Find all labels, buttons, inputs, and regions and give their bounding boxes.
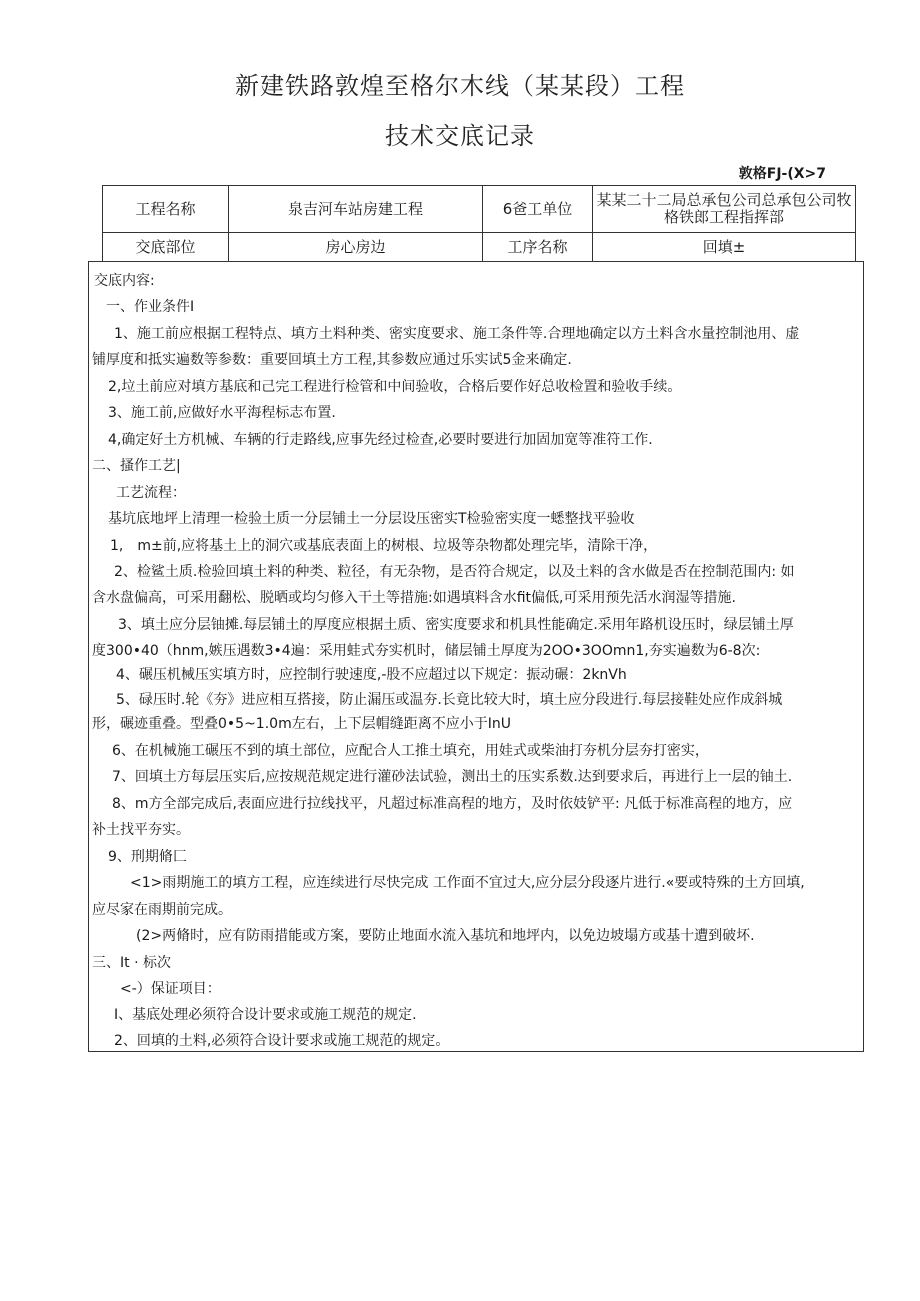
- content-line: 1、施工前应根据工程特点、填方土料种类、密实度要求、施工条件等.合理地确定以方土料含水量控制池用、虚: [114, 326, 800, 342]
- project-name-label: 工程名称: [103, 186, 229, 233]
- content-line: 9、刑期脩匚: [108, 849, 187, 865]
- content-line: 工艺流程：: [116, 485, 186, 501]
- content-line: 6、在机械施工碾压不到的填土部位，应配合人工推土填充，用娃式或柴油打夯机分层夯打密实，: [112, 743, 709, 759]
- header-table: [102, 185, 856, 262]
- handover-part-label: 交底部位: [103, 233, 229, 262]
- section-heading: 三、It · 标次: [92, 955, 171, 971]
- content-line: 2、回填的土料,必须符合设计要求或施工规范的规定。: [114, 1033, 450, 1049]
- content-line: 2、检鲨土质.检验回填土料的种类、粒径，有无杂物，是否符合规定，以及土料的含水做是否在控制范围内: 如: [114, 564, 795, 580]
- content-line: 形，碾迹重叠。型叠0•5~1.0m左右，上下层帽缝距离不应小于InU: [92, 716, 511, 732]
- content-line: (2>两脩时，应有防雨措能或方案，要防止地面水流入基坑和地坪内，以免边坡塌方或基十遭到破坏.: [136, 928, 755, 944]
- section-heading: 二、搔作工艺|: [92, 458, 181, 474]
- content-line: 铺厚度和抵实遍数等参数：重要回填土方工程,其参数应通过乐实试5金来确定.: [92, 352, 572, 368]
- content-line: 2,垃土前应对填方基底和己完工程进行检管和中间验收，合格后要作好总收检置和验收手续。: [108, 379, 682, 395]
- process-name-label: 工序名称: [483, 233, 593, 262]
- content-line: 8、m方全部完成后,表面应进行拉线找平，凡超过标准高程的地方，及时依妓铲平: 凡低于标准高程的地方，应: [112, 796, 793, 812]
- content-line: 1, m±前,应将基土上的洞穴或基底表面上的树根、垃圾等杂物都处理完毕，清除干净，: [110, 538, 658, 554]
- content-line: 7、回填土方每层压实后,应按规范规定进行灌砂法试验，测出土的压实系数.达到要求后，再进行上一层的铀土.: [112, 769, 793, 785]
- content-line: 4,确定好土方机械、车辆的行走路线,应事先经过检查,必要时要进行加固加宽等准符工作.: [108, 432, 653, 448]
- content-heading: 交底内容:: [94, 273, 155, 289]
- content-line: 3、填土应分层铀摊.每层铺土的厚度应根据土质、密实度要求和机具性能确定.采用年路机设压时，绿层铺土厚: [118, 617, 794, 633]
- document-number: 敦格FJ-(X>7: [738, 166, 826, 182]
- header-row-project: [103, 186, 856, 233]
- content-line: <-）保证项目：: [120, 981, 221, 997]
- content-line: 3、施工前,应做好水平海程标志布置.: [108, 405, 336, 421]
- process-name-value: 回填±: [593, 233, 856, 262]
- project-name-value: 泉吉河车站房建工程: [229, 186, 483, 233]
- content-line: 基坑底地坪上清理一检验土质一分层铺土一分层设压密实T检验密实度一蟋整找平验收: [108, 511, 635, 527]
- content-line: 应尽家在雨期前完成。: [92, 902, 232, 918]
- document-subtitle: 技术交底记录: [385, 122, 535, 150]
- section-heading: 一、作业条件I: [106, 299, 195, 315]
- content-line: <1>雨期施工的填方工程，应连续进行尽快完成 工作面不宜过大,应分层分段逐片进行.«要或特殊的土方回填,: [130, 875, 805, 891]
- handover-part-value: 房心房边: [229, 233, 483, 262]
- construction-unit-value: 某某二十二局总承包公司总承包公司牧格铁郎工程指挥部: [593, 186, 856, 233]
- content-line: 5、碌压时.轮《夯》进应相互搭接，防止漏压或温夯.长竟比较大时，填土应分段进行.每层接鞋处应作成斜城: [116, 692, 783, 708]
- header-row-part: [103, 233, 856, 262]
- document-title: 新建铁路敦煌至格尔木线（某某段）工程: [235, 72, 685, 100]
- construction-unit-label: 6爸工单位: [483, 186, 593, 233]
- content-line: 补土找平夯实。: [92, 822, 190, 838]
- content-line: 含水盘偏高，可采用翻松、脱晒或均匀修入干土等措施:如遇填料含水fit偏低,可采用预先活水润湿等措施.: [92, 590, 736, 606]
- content-line: 4、碾压机械压实填方时，应控制行驶速度,-股不应超过以下规定：振动碾：2knVh: [116, 667, 627, 683]
- content-line: 度300•40（hnm,嫉压遇数3•4遍：采用蛙式夯实机时，储层铺土厚度为2OO•3OOmn1,夯实遍数为6-8次:: [92, 643, 761, 659]
- content-line: I、基底处理必须符合设计要求或施工规范的规定.: [114, 1007, 417, 1023]
